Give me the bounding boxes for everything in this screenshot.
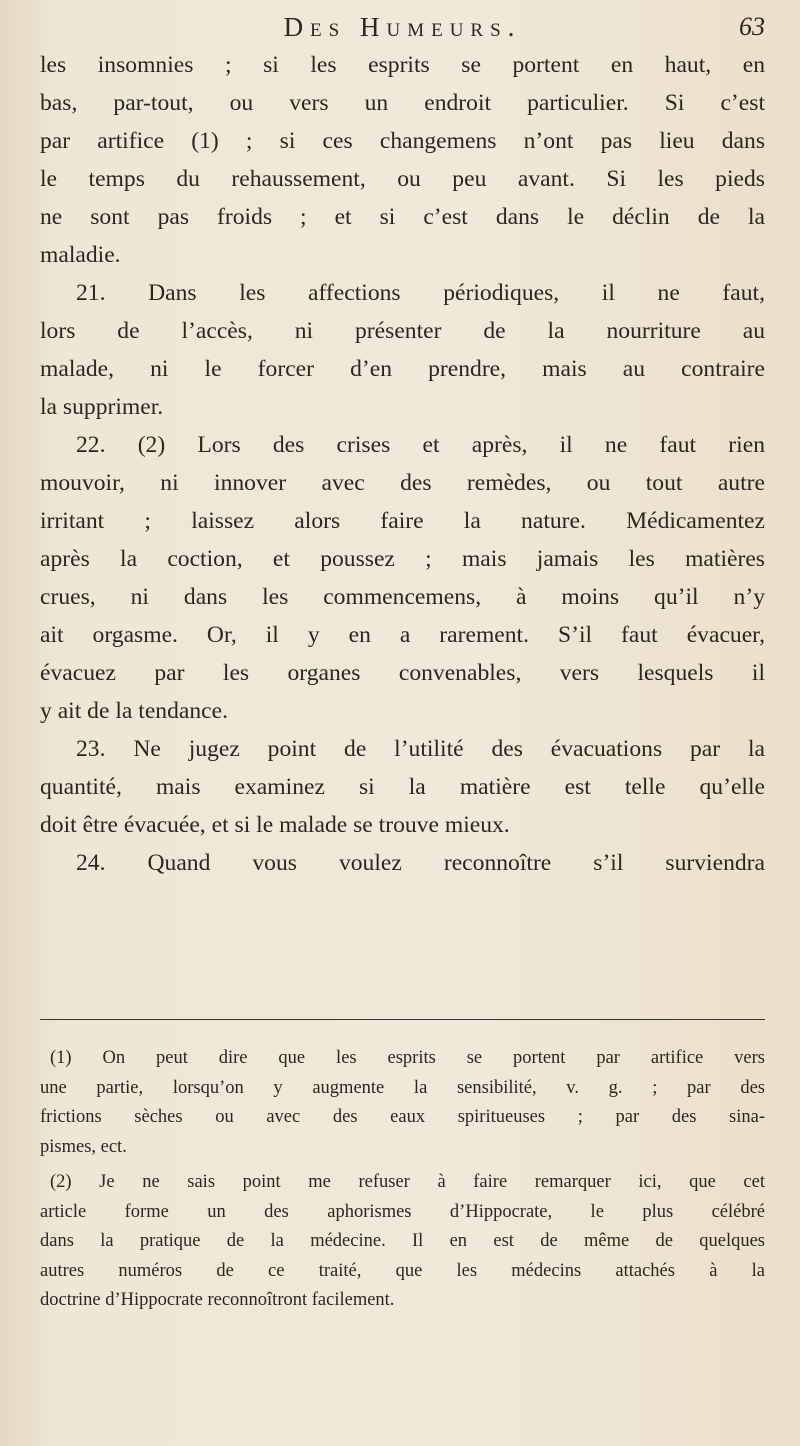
footnote-line: pismes, ect. — [40, 1136, 127, 1157]
text-line: maladie. — [40, 242, 121, 268]
footnote-1-start: (1) On peut dire que les esprits se portent par artifice vers — [50, 1048, 765, 1068]
text-line: évacuez par les organes convenables, vers lesquels il — [40, 660, 765, 686]
main-text — [40, 46, 765, 882]
text-line: ait orgasme. Or, il y en a rarement. S’il faut évacuer, — [40, 622, 765, 648]
text-line: doit être évacuée, et si le malade se trouve mieux. — [40, 812, 510, 838]
text-line: mouvoir, ni innover avec des remèdes, ou tout autre — [40, 470, 765, 496]
footnote-line: article forme un des aphorismes d’Hippocrate, le plus célébré — [40, 1201, 765, 1222]
text-line: les insomnies ; si les esprits se portent en haut, en — [40, 52, 765, 78]
footnote-line: doctrine d’Hippocrate reconnoîtront facilement. — [40, 1290, 395, 1310]
text-line: irritant ; laissez alors faire la nature. Médicamentez — [40, 508, 765, 534]
text-line: malade, ni le forcer d’en prendre, mais au contraire — [40, 356, 765, 382]
page-header — [40, 8, 765, 46]
running-title: Des Humeurs. — [283, 12, 522, 42]
paragraph-24-start: 24. Quand vous voulez reconnoître s’il surviendra — [76, 850, 765, 876]
footnote-line: autres numéros de ce traité, que les médecins attachés à la — [40, 1260, 765, 1281]
text-line: y ait de la tendance. — [40, 698, 229, 724]
text-line: après la coction, et poussez ; mais jamais les matières — [40, 546, 765, 572]
footnote-line: frictions sèches ou avec des eaux spiritueuses ; par des sina- — [40, 1107, 765, 1127]
text-line: le temps du rehaussement, ou peu avant. Si les pieds — [40, 166, 765, 192]
footnote-line: une partie, lorsqu’on y augmente la sensibilité, v. g. ; par des — [40, 1077, 765, 1098]
paragraph-23-start: 23. Ne jugez point de l’utilité des évacuations par la — [76, 736, 765, 762]
text-line: la supprimer. — [40, 394, 164, 420]
text-line: bas, par-tout, ou vers un endroit particulier. Si c’est — [40, 90, 765, 116]
text-line: par artifice (1) ; si ces changemens n’ont pas lieu dans — [40, 128, 765, 154]
page-number: 63 — [739, 12, 765, 41]
footnote-line: dans la pratique de la médecine. Il en est de même de quelques — [40, 1231, 765, 1251]
footnote-separator — [40, 1019, 765, 1020]
footnotes — [40, 1044, 765, 1316]
paragraph-22-start: 22. (2) Lors des crises et après, il ne faut rien — [76, 432, 765, 458]
text-line: crues, ni dans les commencemens, à moins qu’il n’y — [40, 584, 765, 610]
paragraph-21-start: 21. Dans les affections périodiques, il ne faut, — [76, 280, 765, 306]
footnote-2-start: (2) Je ne sais point me refuser à faire remarquer ici, que cet — [50, 1172, 765, 1192]
text-line: quantité, mais examinez si la matière est telle qu’elle — [40, 774, 765, 800]
text-line: lors de l’accès, ni présenter de la nourriture au — [40, 318, 765, 344]
text-line: ne sont pas froids ; et si c’est dans le déclin de la — [40, 204, 765, 230]
